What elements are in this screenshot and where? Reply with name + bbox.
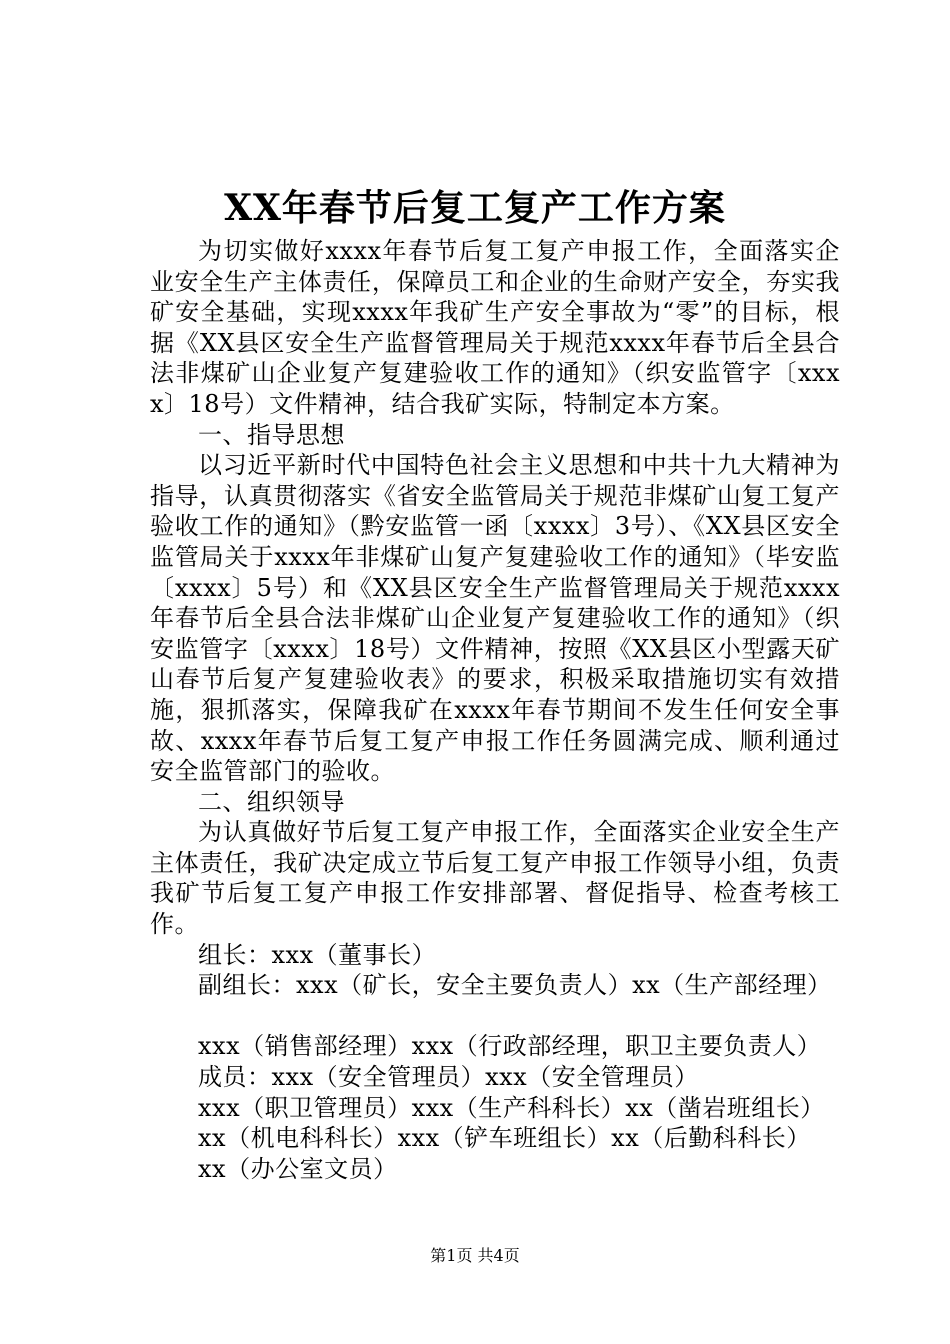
section-heading-guiding-ideology: 一、指导思想 (198, 420, 345, 449)
section-paragraph-guiding-ideology: 以习近平新时代中国特色社会主义思想和中共十九大精神为指导，认真贯彻落实《省安全监管局关于规范非煤矿山复工复产验收工作的通知》（黔安监管一函〔xxxx〕3号）、《XX县区安全监管局关于xxxx年非煤矿山复产复建验收工作的通知》（毕安监〔xxxx〕5号）和《XX县区安全生产监督管理局关于规范xxxx年春节后全县合法非煤矿山企业复产复建验收工作的通知》（织安监管字〔xxxx〕18号）文件精神，按照《XX县区小型露天矿山春节后复产复建验收表》的要求，积极采取措施切实有效措施，狠抓落实，保障我矿在xxxx年春节期间不发生任何安全事故、xxxx年春节后复工复产申报工作任务圆满完成、顺利通过安全监管部门的验收。 (150, 451, 840, 786)
members-line: 成员：xxx（安全管理员）xxx（安全管理员） (198, 1063, 699, 1092)
blank-line (150, 1001, 840, 1032)
members-line-continued: xx（办公室文员） (198, 1154, 398, 1183)
members-line-continued: xxx（职卫管理员）xxx（生产科科长）xx（凿岩班组长） (198, 1093, 825, 1122)
intro-paragraph: 为切实做好xxxx年春节后复工复产申报工作，全面落实企业安全生产主体责任，保障员工和企业的生命财产安全，夯实我矿安全基础，实现xxxx年我矿生产安全事故为“零”的目标，根据《XX县区安全生产监督管理局关于规范xxxx年春节后全县合法非煤矿山企业复产复建验收工作的通知》（织安监管字〔xxxx〕18号）文件精神，结合我矿实际，特制定本方案。 (150, 237, 840, 418)
document-body (150, 236, 840, 1184)
document-title: XX年春节后复工复产工作方案 (224, 187, 726, 229)
leader-line: 组长：xxx（董事长） (198, 940, 437, 969)
section-heading-organization: 二、组织领导 (198, 787, 345, 816)
page-number-footer: 第1页 共4页 (430, 1246, 520, 1265)
section-paragraph-organization: 为认真做好节后复工复产申报工作，全面落实企业安全生产主体责任，我矿决定成立节后复工复产申报工作领导小组，负责我矿节后复工复产申报工作安排部署、督促指导、检查考核工作。 (150, 818, 840, 939)
members-line-continued: xx（机电科科长）xxx（铲车班组长）xx（后勤科科长） (198, 1124, 811, 1153)
deputy-leader-line-continued: xxx（销售部经理）xxx（行政部经理，职卫主要负责人） (198, 1032, 822, 1061)
deputy-leader-line: 副组长：xxx（矿长，安全主要负责人）xx（生产部经理） (198, 971, 832, 1000)
